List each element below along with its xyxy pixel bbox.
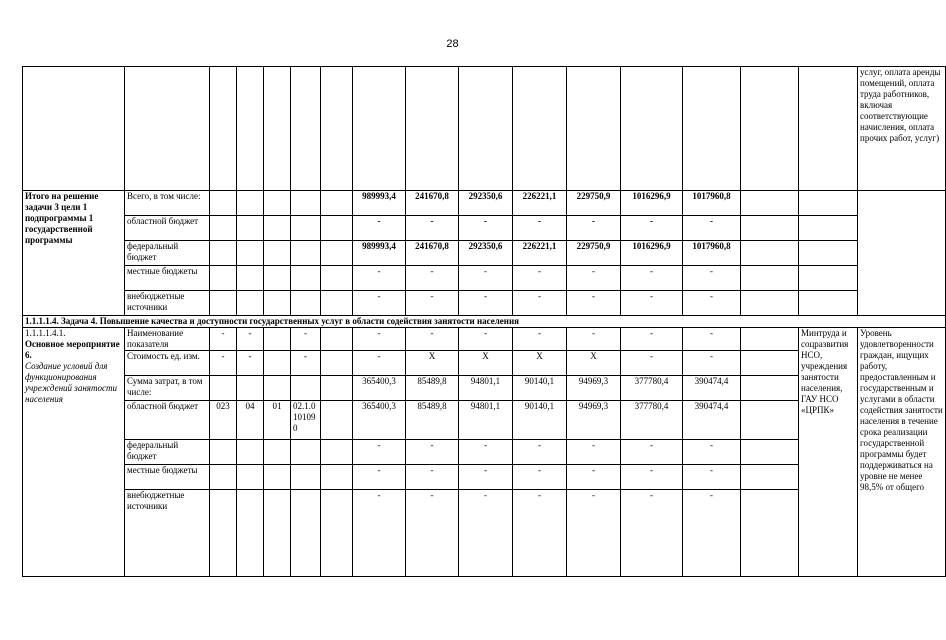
value-cell: - bbox=[406, 490, 459, 577]
value-cell: X bbox=[567, 351, 621, 376]
value-cell: 292350,6 bbox=[459, 241, 513, 266]
value-cell: 229750,9 bbox=[567, 191, 621, 216]
value-cell: - bbox=[621, 266, 683, 291]
value-cell: 989993,4 bbox=[353, 191, 406, 216]
value-cell: - bbox=[513, 490, 567, 577]
value-cell: - bbox=[513, 465, 567, 490]
code-cell: - bbox=[210, 351, 237, 376]
page-number: 28 bbox=[446, 38, 459, 50]
value-cell: - bbox=[621, 440, 683, 465]
row-label: Стоимость ед. изм. bbox=[125, 351, 210, 376]
row-label: областной бюджет bbox=[125, 401, 210, 440]
value-cell: 241670,8 bbox=[406, 241, 459, 266]
value-cell: 226221,1 bbox=[513, 191, 567, 216]
code-cell bbox=[264, 328, 291, 351]
value-cell: - bbox=[459, 266, 513, 291]
row-label: Сумма затрат, в том числе: bbox=[125, 376, 210, 401]
value-cell: - bbox=[683, 465, 741, 490]
value-cell: - bbox=[683, 440, 741, 465]
value-cell: - bbox=[459, 328, 513, 351]
code-cell: - bbox=[210, 328, 237, 351]
measure-description: Создание условий для функционирования учреждений занятости населения bbox=[25, 361, 117, 404]
value-cell: X bbox=[406, 351, 459, 376]
measure-row bbox=[23, 328, 946, 351]
value-cell: 94969,3 bbox=[567, 401, 621, 440]
value-cell: 989993,4 bbox=[353, 241, 406, 266]
value-cell: - bbox=[513, 291, 567, 316]
value-cell: 365400,3 bbox=[353, 401, 406, 440]
value-cell: - bbox=[567, 291, 621, 316]
value-cell: 292350,6 bbox=[459, 191, 513, 216]
value-cell: - bbox=[621, 216, 683, 241]
total-row bbox=[23, 241, 946, 266]
value-cell: 90140,1 bbox=[513, 376, 567, 401]
row-label: внебюджетные источники bbox=[125, 490, 210, 577]
value-cell: 85489,8 bbox=[406, 376, 459, 401]
value-cell: - bbox=[353, 291, 406, 316]
total-row bbox=[23, 291, 946, 316]
value-cell: - bbox=[406, 328, 459, 351]
program-table bbox=[22, 66, 946, 577]
value-cell: - bbox=[683, 328, 741, 351]
row-label: Наименование показателя bbox=[125, 328, 210, 351]
value-cell: - bbox=[353, 465, 406, 490]
value-cell: 226221,1 bbox=[513, 241, 567, 266]
value-cell: - bbox=[621, 351, 683, 376]
value-cell: - bbox=[683, 216, 741, 241]
code-cell: 04 bbox=[237, 401, 264, 440]
row-label: местные бюджеты bbox=[125, 266, 210, 291]
value-cell: - bbox=[621, 465, 683, 490]
value-cell: - bbox=[459, 440, 513, 465]
section-title: 1.1.1.1.4. Задача 4. Повышение качества и доступности государственных услуг в области содействия занятости населения bbox=[23, 316, 946, 328]
continuation-row bbox=[23, 67, 946, 191]
value-cell: X bbox=[513, 351, 567, 376]
code-cell: - bbox=[237, 328, 264, 351]
value-cell: - bbox=[567, 490, 621, 577]
value-cell: - bbox=[459, 291, 513, 316]
value-cell: X bbox=[459, 351, 513, 376]
value-cell: 377780,4 bbox=[621, 376, 683, 401]
value-cell: - bbox=[513, 216, 567, 241]
value-cell: 390474,4 bbox=[683, 401, 741, 440]
value-cell: 1017960,8 bbox=[683, 191, 741, 216]
continuation-note: услуг, оплата аренды помещений, оплата труда работников, включая соответствующие начисления, оплата прочих работ, услуг) bbox=[858, 67, 946, 191]
value-cell: - bbox=[353, 490, 406, 577]
result-cell: Уровень удовлетворенности граждан, ищущих работу, предоставленным и государственным и услугами в области содействия занятости населения в течение срока реализации государственной программы будет поддерживаться на уровне не менее 98,5% от общего bbox=[858, 328, 946, 577]
total-row bbox=[23, 191, 946, 216]
value-cell: - bbox=[567, 465, 621, 490]
value-cell: - bbox=[353, 328, 406, 351]
code-cell: - bbox=[291, 328, 321, 351]
value-cell: - bbox=[567, 328, 621, 351]
section-row bbox=[23, 316, 946, 328]
value-cell: 94969,3 bbox=[567, 376, 621, 401]
value-cell: - bbox=[353, 266, 406, 291]
value-cell: - bbox=[459, 490, 513, 577]
row-label: внебюджетные источники bbox=[125, 291, 210, 316]
total-row bbox=[23, 266, 946, 291]
value-cell: - bbox=[353, 216, 406, 241]
value-cell: 1016296,9 bbox=[621, 241, 683, 266]
value-cell: 229750,9 bbox=[567, 241, 621, 266]
value-cell: - bbox=[621, 328, 683, 351]
value-cell: 85489,8 bbox=[406, 401, 459, 440]
value-cell: - bbox=[406, 465, 459, 490]
total-row bbox=[23, 216, 946, 241]
row-label: Всего, в том числе: bbox=[125, 191, 210, 216]
value-cell: - bbox=[621, 490, 683, 577]
value-cell: - bbox=[406, 440, 459, 465]
value-cell: 365400,3 bbox=[353, 376, 406, 401]
value-cell: 241670,8 bbox=[406, 191, 459, 216]
code-cell: 023 bbox=[210, 401, 237, 440]
value-cell: - bbox=[683, 490, 741, 577]
value-cell: 1017960,8 bbox=[683, 241, 741, 266]
code-cell: 02.1.0101090 bbox=[291, 401, 321, 440]
row-label: федеральный бюджет bbox=[125, 440, 210, 465]
code-cell bbox=[264, 351, 291, 376]
value-cell: 94801,1 bbox=[459, 376, 513, 401]
value-cell: - bbox=[353, 440, 406, 465]
value-cell: - bbox=[353, 351, 406, 376]
row-label: федеральный бюджет bbox=[125, 241, 210, 266]
value-cell: 377780,4 bbox=[621, 401, 683, 440]
total-title: Итого на решение задачи 3 цели 1 подпрограммы 1 государственной программы bbox=[23, 191, 125, 316]
value-cell: 94801,1 bbox=[459, 401, 513, 440]
value-cell: - bbox=[406, 291, 459, 316]
code-cell: - bbox=[291, 351, 321, 376]
value-cell: 390474,4 bbox=[683, 376, 741, 401]
code-cell: - bbox=[237, 351, 264, 376]
code-cell: 01 bbox=[264, 401, 291, 440]
value-cell: 1016296,9 bbox=[621, 191, 683, 216]
value-cell: - bbox=[513, 440, 567, 465]
value-cell: - bbox=[683, 291, 741, 316]
value-cell: - bbox=[459, 216, 513, 241]
value-cell: - bbox=[406, 216, 459, 241]
value-cell: - bbox=[621, 291, 683, 316]
row-label: местные бюджеты bbox=[125, 465, 210, 490]
value-cell: - bbox=[567, 216, 621, 241]
value-cell: - bbox=[459, 465, 513, 490]
measure-name: Основное мероприятие 6. bbox=[25, 339, 120, 360]
value-cell: - bbox=[513, 266, 567, 291]
value-cell: - bbox=[567, 266, 621, 291]
row-label: областной бюджет bbox=[125, 216, 210, 241]
measure-cell bbox=[23, 328, 125, 577]
value-cell: 90140,1 bbox=[513, 401, 567, 440]
value-cell: - bbox=[513, 328, 567, 351]
value-cell: - bbox=[406, 266, 459, 291]
value-cell: - bbox=[683, 266, 741, 291]
value-cell: - bbox=[567, 440, 621, 465]
measure-code: 1.1.1.1.4.1. bbox=[25, 328, 66, 338]
value-cell: - bbox=[683, 351, 741, 376]
executor-cell: Минтруда и соцразвития НСО, учреждения занятости населения, ГАУ НСО «ЦРПК» bbox=[799, 328, 858, 577]
